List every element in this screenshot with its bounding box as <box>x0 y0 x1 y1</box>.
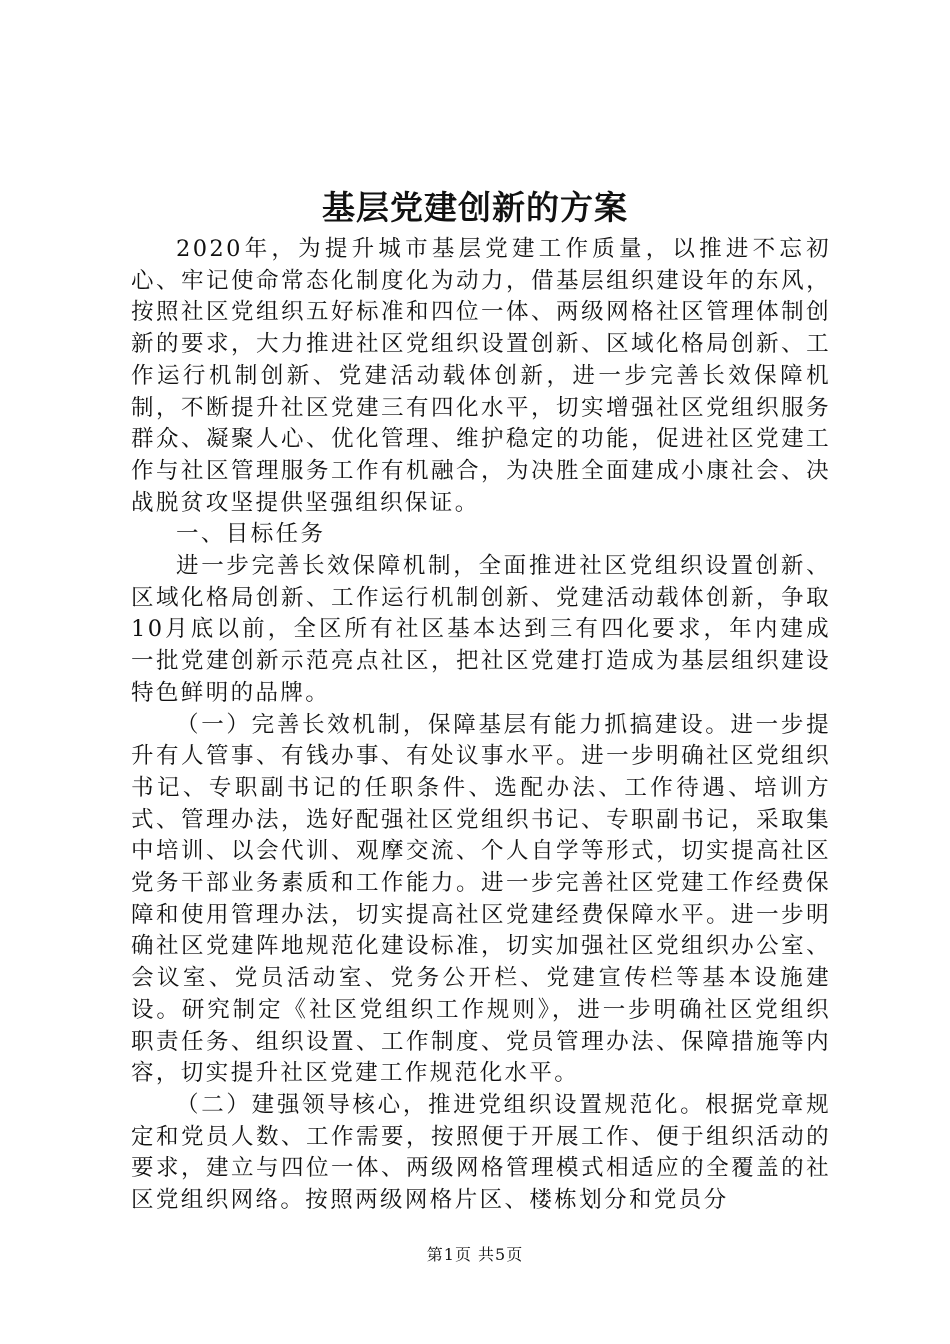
paragraph-item-2: （二）建强领导核心，推进党组织设置规范化。根据党章规定和党员人数、工作需要，按照便于开展工作、便于组织活动的要求，建立与四位一体、两级网格管理模式相适应的全覆盖的社区党组织网络。按照两级网格片区、楼栋划分和党员分 <box>131 1091 831 1214</box>
paragraph-item-1: （一）完善长效机制，保障基层有能力抓搞建设。进一步提升有人管事、有钱办事、有处议事水平。进一步明确社区党组织书记、专职副书记的任职条件、选配办法、工作待遇、培训方式、管理办法，选好配强社区党组织书记、专职副书记，采取集中培训、以会代训、观摩交流、个人自学等形式，切实提高社区党务干部业务素质和工作能力。进一步完善社区党建工作经费保障和使用管理办法，切实提高社区党建经费保障水平。进一步明确社区党建阵地规范化建设标准，切实加强社区党组织办公室、会议室、党员活动室、党务公开栏、党建宣传栏等基本设施建设。研究制定《社区党组织工作规则》，进一步明确社区党组织职责任务、组织设置、工作制度、党员管理办法、保障措施等内容，切实提升社区党建工作规范化水平。 <box>131 711 831 1087</box>
paragraph-goals: 进一步完善长效保障机制，全面推进社区党组织设置创新、区域化格局创新、工作运行机制创新、党建活动载体创新，争取10月底以前，全区所有社区基本达到三有四化要求，年内建成一批党建创新示范亮点社区，把社区党建打造成为基层组织建设特色鲜明的品牌。 <box>131 553 831 706</box>
section-heading-goals: 一、目标任务 <box>176 521 326 548</box>
page-title: 基层党建创新的方案 <box>322 188 628 227</box>
document-body <box>131 234 831 1217</box>
page-number-footer: 第1页 共5页 <box>426 1245 524 1264</box>
paragraph-intro: 2020年，为提升城市基层党建工作质量，以推进不忘初心、牢记使命常态化制度化为动力，借基层组织建设年的东风，按照社区党组织五好标准和四位一体、两级网格社区管理体制创新的要求，大力推进社区党组织设置创新、区域化格局创新、工作运行机制创新、党建活动载体创新，进一步完善长效保障机制，不断提升社区党建三有四化水平，切实增强社区党组织服务群众、凝聚人心、优化管理、维护稳定的功能，促进社区党建工作与社区管理服务工作有机融合，为决胜全面建成小康社会、决战脱贫攻坚提供坚强组织保证。 <box>131 236 831 516</box>
